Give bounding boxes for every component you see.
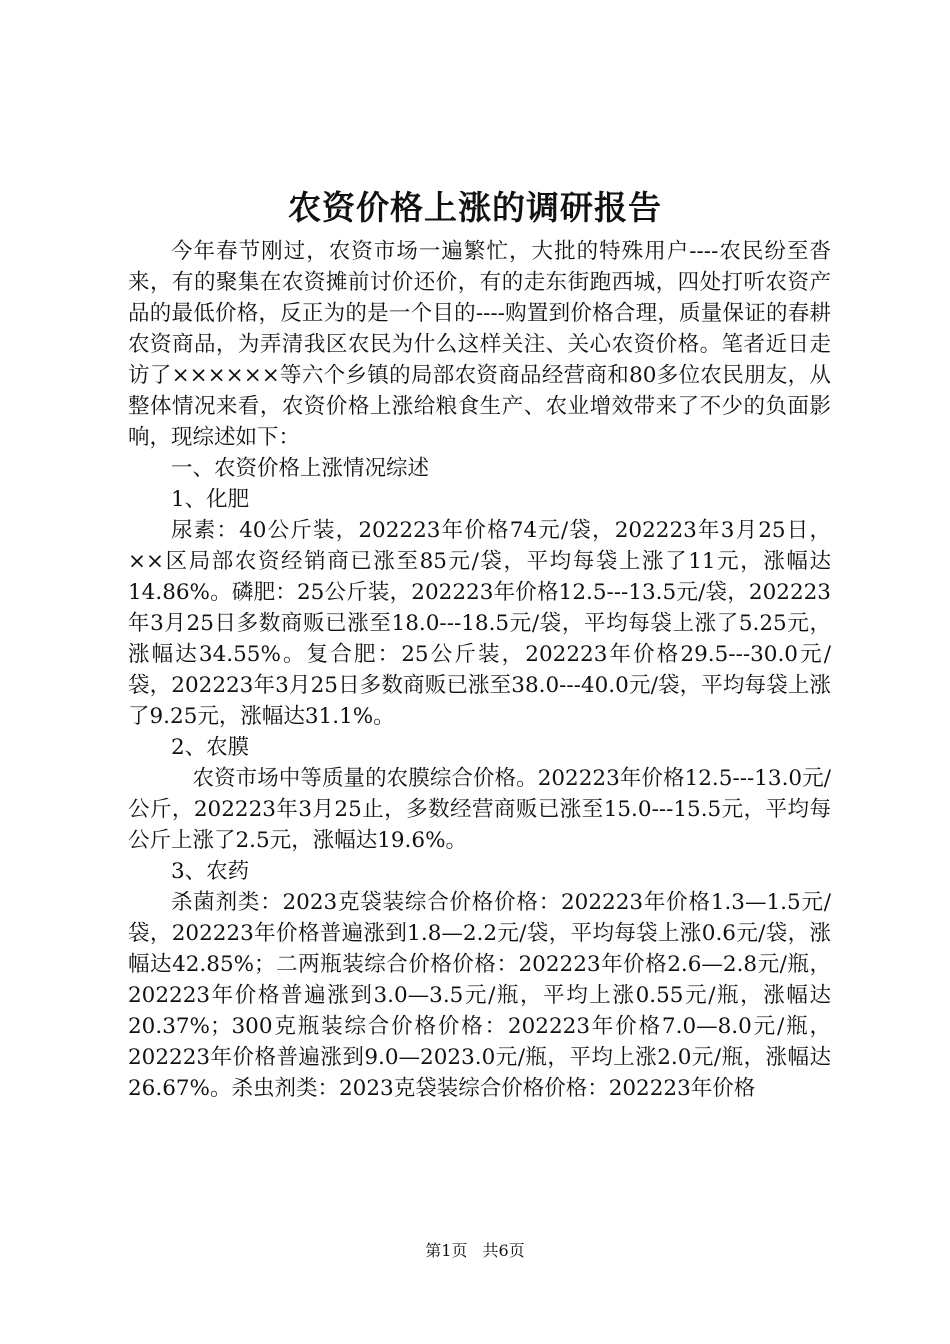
page-number: 第1页 bbox=[425, 1241, 468, 1260]
document-body bbox=[128, 236, 831, 1104]
film-paragraph: 农资市场中等质量的农膜综合价格。202223年价格12.5---13.0元/公斤，202223年3月25止，多数经营商贩已涨至15.0---15.5元，平均每公斤上涨了2.5元，涨幅达19.6%。 bbox=[128, 766, 831, 853]
subsection-heading-film: 2、农膜 bbox=[171, 735, 250, 760]
document-title: 农资价格上涨的调研报告 bbox=[288, 188, 662, 227]
pesticide-paragraph: 杀菌剂类：2023克袋装综合价格价格：202223年价格1.3—1.5元/袋，202223年价格普遍涨到1.8—2.2元/袋，平均每袋上涨0.6元/袋，涨幅达42.85%；二两瓶装综合价格价格：202223年价格2.6—2.8元/瓶，202223年价格普遍涨到3.0—3.5元/瓶，平均上涨0.55元/瓶，涨幅达20.37%；300克瓶装综合价格价格：202223年价格7.0—8.0元/瓶，202223年价格普遍涨到9.0—2023.0元/瓶，平均上涨2.0元/瓶，涨幅达26.67%。杀虫剂类：2023克袋装综合价格价格：202223年价格 bbox=[128, 890, 831, 1101]
section-heading: 一、农资价格上涨情况综述 bbox=[171, 456, 430, 481]
subsection-heading-fertilizer: 1、化肥 bbox=[171, 487, 250, 512]
fertilizer-paragraph: 尿素：40公斤装，202223年价格74元/袋，202223年3月25日，××区局部农资经销商已涨至85元/袋，平均每袋上涨了11元，涨幅达14.86%。磷肥：25公斤装，202223年价格12.5---13.5元/袋，202223年3月25日多数商贩已涨至18.0---18.5元/袋，平均每袋上涨了5.25元，涨幅达34.55%。复合肥：25公斤装，202223年价格29.5---30.0元/袋，202223年3月25日多数商贩已涨至38.0---40.0元/袋，平均每袋上涨了9.25元，涨幅达31.1%。 bbox=[128, 518, 831, 729]
page-total: 共6页 bbox=[482, 1241, 525, 1260]
intro-paragraph: 今年春节刚过，农资市场一遍繁忙，大批的特殊用户----农民纷至沓来，有的聚集在农资摊前讨价还价，有的走东街跑西城，四处打听农资产品的最低价格，反正为的是一个目的----购置到价格合理，质量保证的春耕农资商品，为弄清我区农民为什么这样关注、关心农资价格。笔者近日走访了××××××等六个乡镇的局部农资商品经营商和80多位农民朋友，从整体情况来看，农资价格上涨给粮食生产、农业增效带来了不少的负面影响，现综述如下： bbox=[128, 239, 831, 450]
page-footer bbox=[0, 1240, 950, 1262]
subsection-heading-pesticide: 3、农药 bbox=[171, 859, 250, 884]
